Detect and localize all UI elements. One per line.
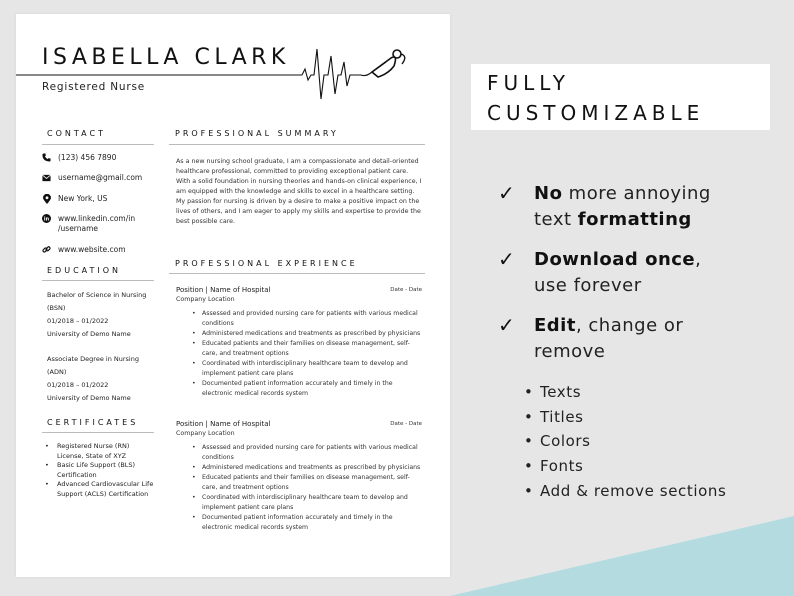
education-divider <box>42 280 154 281</box>
degree-line: (BSN) <box>47 304 66 312</box>
phone-text: (123) 456 7890 <box>58 153 117 162</box>
contact-linkedin[interactable] <box>42 214 135 234</box>
contact-heading: CONTACT <box>47 129 106 138</box>
job-entry-2 <box>176 420 422 533</box>
feature-bold: No <box>534 183 563 204</box>
job-location: Company Location <box>176 296 235 303</box>
sub-item-titles: • Titles <box>540 408 584 426</box>
location-icon <box>42 194 51 203</box>
job-date: Date - Date <box>390 421 422 427</box>
sub-item-texts: • Texts <box>540 383 581 401</box>
resume-name: ISABELLA CLARK <box>42 45 290 70</box>
svg-text:in: in <box>43 216 50 223</box>
education-heading: EDUCATION <box>47 266 122 275</box>
job-bullet: • Administered medications and treatments as prescribed by physicians <box>192 329 422 339</box>
job-bullet: • Coordinated with interdisciplinary healthcare team to develop and implement patient care plans <box>192 493 422 513</box>
summary-divider <box>169 144 425 145</box>
linkedin-icon <box>42 214 51 223</box>
feature-bold: Download once <box>534 249 696 270</box>
feature-text <box>534 247 704 299</box>
resume-page <box>16 14 450 577</box>
job-position: Position | Name of Hospital <box>176 420 271 428</box>
feature-bold-2: formatting <box>577 209 692 230</box>
email-text: username@gmail.com <box>58 173 143 182</box>
job-location: Company Location <box>176 430 235 437</box>
linkedin-text[interactable]: www.linkedin.com/in /username <box>58 214 136 233</box>
job-bullet: • Documented patient information accurately and timely in the electronic medical records system <box>192 513 422 533</box>
check-icon: ✓ <box>498 181 515 205</box>
job-bullet: • Coordinated with interdisciplinary healthcare team to develop and implement patient care plans <box>192 359 422 379</box>
banner-line-1: FULLY <box>487 71 570 95</box>
job-bullets <box>192 309 422 399</box>
contact-website[interactable] <box>42 245 126 255</box>
certificate-item: • Registered Nurse (RN) License, State of XYZ <box>43 442 155 461</box>
location-text: New York, US <box>58 194 108 203</box>
banner-line-2: CUSTOMIZABLE <box>487 101 705 125</box>
job-bullet: • Educated patients and their families on disease management, self-care, and treatment options <box>192 339 422 359</box>
school-name: University of Demo Name <box>47 394 131 402</box>
job-position: Position | Name of Hospital <box>176 286 271 294</box>
job-bullet: • Administered medications and treatments as prescribed by physicians <box>192 463 422 473</box>
sub-item-colors: • Colors <box>540 432 591 450</box>
certificates-list <box>43 442 155 499</box>
check-icon: ✓ <box>498 247 515 271</box>
certificate-item: • Advanced Cardiovascular Life Support (ACLS) Certification <box>43 480 155 499</box>
check-icon: ✓ <box>498 313 515 337</box>
link-icon <box>42 245 51 254</box>
contact-phone <box>42 153 116 163</box>
education-entry-2 <box>47 353 157 405</box>
feature-rest: more annoying text <box>534 183 711 230</box>
sub-item-fonts: • Fonts <box>540 457 583 475</box>
job-bullet: • Documented patient information accurately and timely in the electronic medical records system <box>192 379 422 399</box>
degree-line: (ADN) <box>47 368 67 376</box>
phone-icon <box>42 153 51 162</box>
contact-location <box>42 194 107 204</box>
sub-item-sections: • Add & remove sections <box>540 482 726 500</box>
certificates-divider <box>42 432 154 433</box>
summary-heading: PROFESSIONAL SUMMARY <box>175 129 339 138</box>
education-entry-1 <box>47 289 157 341</box>
certificates-heading: CERTIFICATES <box>47 418 139 427</box>
school-name: University of Demo Name <box>47 330 131 338</box>
contact-divider <box>42 144 154 145</box>
job-bullet: • Educated patients and their families on disease management, self-care, and treatment options <box>192 473 422 493</box>
customizable-banner <box>471 64 770 130</box>
job-bullets <box>192 443 422 533</box>
education-dates: 01/2018 – 01/2022 <box>47 381 109 389</box>
degree-line: Bachelor of Science in Nursing <box>47 291 147 299</box>
job-date: Date - Date <box>390 287 422 293</box>
certificate-item: • Basic Life Support (BLS) Certification <box>43 461 155 480</box>
feature-text <box>534 313 704 365</box>
summary-text: As a new nursing school graduate, I am a compassionate and detail-oriented healthcare professional, committed to providing exceptional patient care. With a solid foundation in nursing theories and hands-on clinical experience, I am equipped with the knowledge and skills to excel in a healthcare setting. My passion for nursing is driven by a desire to make a positive impact on the lives of others, and I am eager to apply my skills and expertise to provide the best possible care. <box>176 158 422 225</box>
job-bullet: • Assessed and provided nursing care for patients with various medical conditions <box>192 309 422 329</box>
feature-rest: , use forever <box>534 249 702 296</box>
education-dates: 01/2018 – 01/2022 <box>47 317 109 325</box>
website-text[interactable]: www.website.com <box>58 245 126 254</box>
feature-rest: , change or remove <box>534 315 684 362</box>
job-bullet: • Assessed and provided nursing care for patients with various medical conditions <box>192 443 422 463</box>
feature-bold: Edit <box>534 315 576 336</box>
email-icon <box>42 173 51 182</box>
feature-text <box>534 181 754 233</box>
degree-line: Associate Degree in Nursing <box>47 355 139 363</box>
job-entry-1 <box>176 286 422 399</box>
resume-role: Registered Nurse <box>42 81 146 93</box>
experience-heading: PROFESSIONAL EXPERIENCE <box>175 259 358 268</box>
experience-divider <box>169 273 425 274</box>
contact-email <box>42 173 142 183</box>
